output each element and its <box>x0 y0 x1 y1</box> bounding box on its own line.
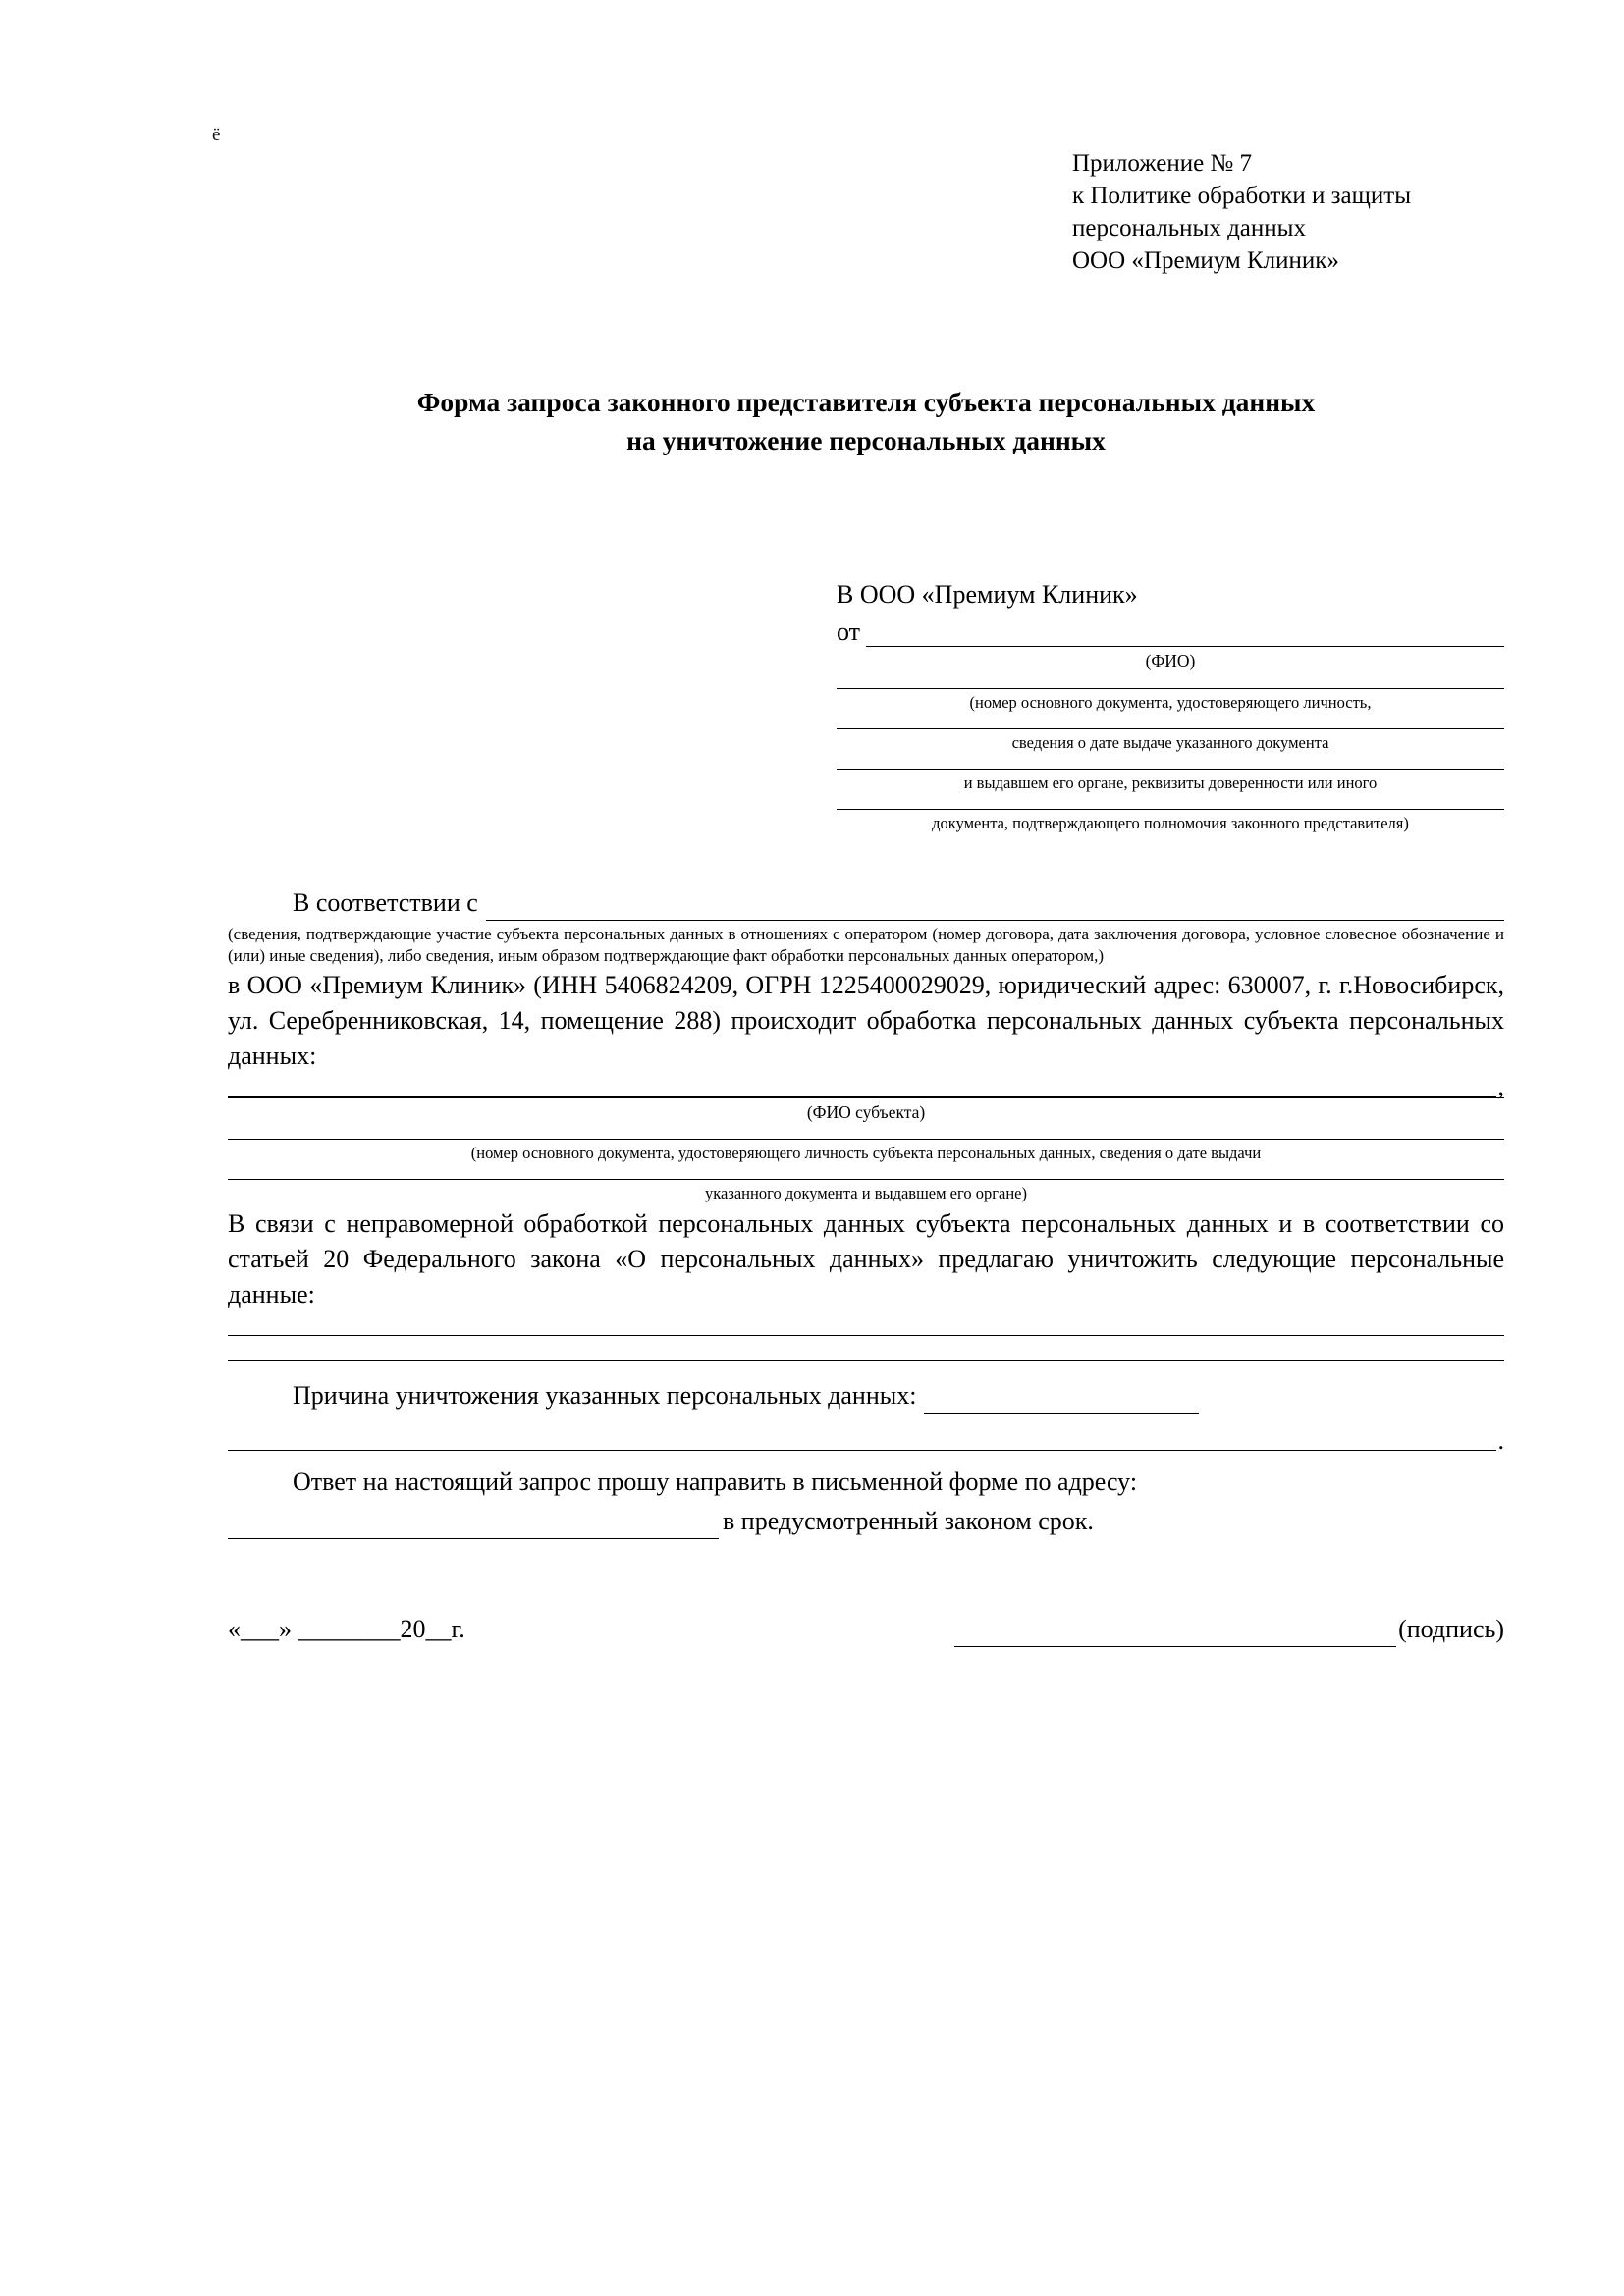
signature-label: (подпись) <box>1398 1615 1504 1644</box>
caption-doc-1: (номер основного документа, удостоверяющего личность, <box>969 692 1372 712</box>
doc-fill-line-3[interactable] <box>837 768 1504 771</box>
addressee-block <box>837 579 1504 834</box>
caption-subject-fio: (ФИО субъекта) <box>806 1101 926 1122</box>
appendix-line-1: Приложение № 7 <box>1072 150 1253 177</box>
doc-fill-line-2[interactable] <box>837 726 1504 729</box>
in-accordance-label: В соответствии с <box>293 888 478 918</box>
document-content <box>228 147 1504 1647</box>
reason-continuation-row <box>228 1425 1504 1455</box>
caption-subject-doc-2: указанного документа и выдавшем его органе) <box>705 1184 1027 1203</box>
signature-row <box>228 1612 1504 1647</box>
caption-doc-2: сведения о дате выдаче указанного документа <box>1011 732 1329 752</box>
appendix-header <box>1072 147 1504 277</box>
caption-fio: (ФИО) <box>1145 651 1196 671</box>
addressee-org: В ООО «Премиум Клиник» <box>837 580 1138 610</box>
signature-date[interactable]: «___» ________20__г. <box>228 1615 465 1644</box>
from-fill-line[interactable] <box>866 645 1504 648</box>
signature-fill-line[interactable] <box>954 1644 1396 1647</box>
document-body <box>228 885 1504 1647</box>
doc-field-3 <box>837 768 1504 794</box>
subject-fio-fill-line[interactable] <box>228 1095 1496 1097</box>
in-accordance-fill-line[interactable] <box>486 918 1504 921</box>
unlawful-paragraph: В связи с неправомерной обработкой персональных данных субъекта персональных данных и в соответствии со статьей 20 Федерального закона «О персональных данных» предлагаю уничтожить следующие персональные данные: <box>228 1208 1504 1308</box>
fineprint-participation: (сведения, подтверждающие участие субъекта персональных данных в отношениях с оператором (номер договора, дата заключения договора, условное словесное обозначение и (или) иные сведения), либо сведения, иным образом подтверждающие факт обработки персональных данных оператором,) <box>228 924 1504 965</box>
reason-row <box>228 1378 1504 1414</box>
reason-label: Причина уничтожения указанных персональных данных: <box>293 1380 917 1410</box>
doc-field-4 <box>837 808 1504 834</box>
from-row <box>837 617 1504 647</box>
corner-mark: ё <box>212 125 221 145</box>
page-title-line-2: на уничтожение персональных данных <box>626 425 1106 456</box>
doc-field-1 <box>837 686 1504 713</box>
reason-period: . <box>1497 1425 1504 1455</box>
caption-doc-3: и выдавшем его органе, реквизиты доверенности или иного <box>963 774 1378 793</box>
page-title-line-1: Форма запроса законного представителя субъекта персональных данных <box>416 387 1316 417</box>
appendix-line-2: к Политике обработки и защиты <box>1072 183 1412 209</box>
appendix-line-4: ООО «Премиум Клиник» <box>1072 247 1339 274</box>
reason-fill-line-2[interactable] <box>228 1449 1496 1452</box>
answer-paragraph: Ответ на настоящий запрос прошу направить в письменной форме по адресу: <box>293 1468 1138 1497</box>
doc-fill-line-4[interactable] <box>837 808 1504 811</box>
reason-fill-line[interactable] <box>924 1411 1199 1414</box>
in-accordance-row <box>293 885 1504 921</box>
answer-address-tail: в предусмотренный законом срок. <box>723 1507 1094 1536</box>
appendix-line-3: персональных данных <box>1072 215 1306 241</box>
subject-fio-row <box>228 1071 1504 1100</box>
answer-address-fill-line[interactable] <box>228 1537 719 1540</box>
subject-doc-fill-line-2[interactable] <box>228 1178 1504 1181</box>
subject-fio-comma: , <box>1497 1071 1504 1100</box>
signature-field <box>954 1612 1504 1647</box>
operator-paragraph: в ООО «Премиум Клиник» (ИНН 5406824209, ОГРН 1225400029029, юридический адрес: 630007, г. г.Новосибирск, ул. Серебренниковская, 14, помещение 288) происходит обработка персональных данных субъекта персональных данных: <box>228 971 1504 1071</box>
from-label: от <box>837 617 861 647</box>
data-to-destroy-line-2[interactable] <box>228 1358 1504 1361</box>
subject-doc-fill-line-1[interactable] <box>228 1138 1504 1141</box>
data-to-destroy-line-1[interactable] <box>228 1334 1504 1337</box>
answer-address-row <box>228 1504 1504 1539</box>
page-title <box>228 383 1504 459</box>
doc-field-2 <box>837 726 1504 753</box>
caption-subject-doc-1: (номер основного документа, удостоверяющего личность субъекта персональных данных, сведения о дате выдачи <box>470 1144 1262 1163</box>
caption-doc-4: документа, подтверждающего полномочия законного представителя) <box>932 814 1409 833</box>
doc-fill-line-1[interactable] <box>837 686 1504 689</box>
